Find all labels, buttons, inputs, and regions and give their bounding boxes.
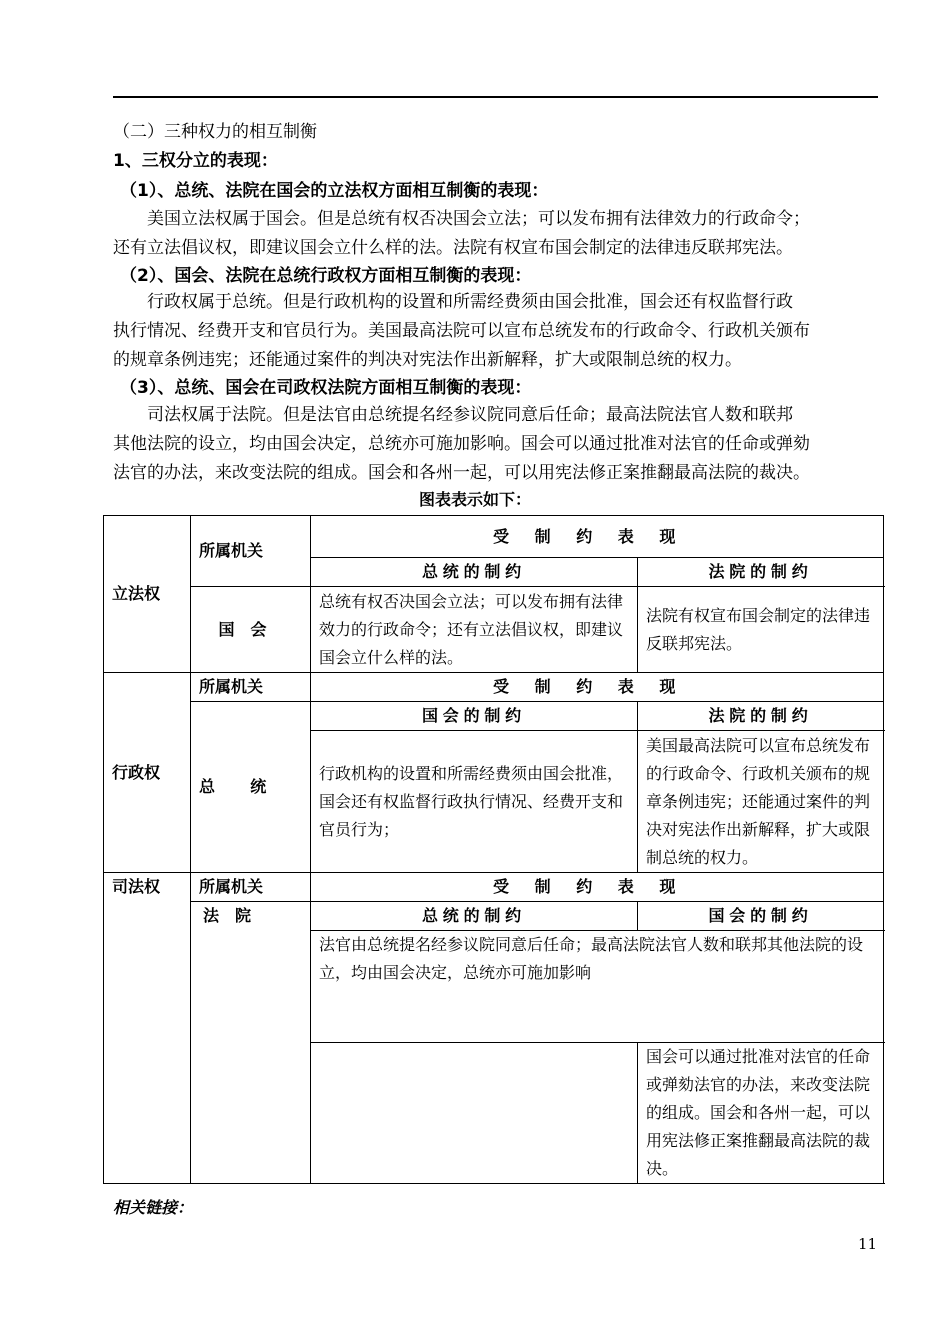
judicial-empty-cell [311,1043,638,1184]
part-2-body [113,288,881,375]
table-caption: 图表表示如下： [418,490,531,509]
org-header: 所属机关 [191,873,311,902]
part-1-heading: （1）、总统、法院在国会的立法权方面相互制衡的表现： [120,181,549,201]
org-header: 所属机关 [191,516,311,587]
related-links: 相关链接： [113,1198,194,1217]
org-court: 法院 [191,902,311,1184]
col-b-header: 国会的制约 [638,902,884,931]
org-congress: 国会 [191,587,311,673]
org-president: 总统 [191,702,311,873]
legislative-text-b: 法院有权宣布国会制定的法律违反联邦宪法。 [638,587,884,673]
col-a-header: 总统的制约 [311,558,638,587]
col-b-header: 法院的制约 [638,702,884,731]
effect-header: 受制约表现 [311,673,884,702]
table-row [104,702,884,731]
judicial-text-a: 法官由总统提名经参议院同意后任命；最高法院法官人数和联邦其他法院的设立，均由国会决定，总统亦可施加影响 [311,931,884,1043]
effect-header: 受制约表现 [311,516,884,558]
part-3-body [113,401,881,488]
part-3-line: 司法权属于法院。但是法官由总统提名经参议院同意后任命；最高法院法官人数和联邦 [147,405,793,425]
section-title: （二）三种权力的相互制衡 [113,122,317,142]
power-legislative: 立法权 [104,516,191,673]
col-a-header: 总统的制约 [311,902,638,931]
effect-header: 受制约表现 [311,873,884,902]
header-rule [113,96,878,98]
legislative-text-a: 总统有权否决国会立法；可以发布拥有法律效力的行政命令；还有立法倡议权，即建议国会立什么样的法。 [311,587,638,673]
part-2-line: 执行情况、经费开支和官员行为。美国最高法院可以宣布总统发布的行政命令、行政机关颁布 [113,321,810,341]
table-row [104,873,884,902]
page-number: 11 [858,1235,878,1253]
part-2-line: 行政权属于总统。但是行政机构的设置和所需经费须由国会批准，国会还有权监督行政 [147,292,793,312]
table-row [104,516,884,558]
part-3-heading: （3）、总统、国会在司政权法院方面相互制衡的表现： [120,378,532,398]
table-row [104,587,884,673]
table-row [104,902,884,931]
org-header: 所属机关 [191,673,311,702]
part-2-line: 的规章条例违宪；还能通过案件的判决对宪法作出新解释，扩大或限制总统的权力。 [113,350,742,370]
part-1-body [113,205,881,263]
part-2-heading: （2）、国会、法院在总统行政权方面相互制衡的表现： [120,266,532,286]
part-3-line: 其他法院的设立，均由国会决定，总统亦可施加影响。国会可以通过批准对法官的任命或弹劾 [113,434,810,454]
col-b-header: 法院的制约 [638,558,884,587]
part-1-line: 美国立法权属于国会。但是总统有权否决国会立法；可以发布拥有法律效力的行政命令； [147,209,810,229]
executive-text-b: 美国最高法院可以宣布总统发布的行政命令、行政机关颁布的规章条例违宪；还能通过案件的判决对宪法作出新解释，扩大或限制总统的权力。 [638,731,884,873]
subsection-title: 1、三权分立的表现： [113,151,278,171]
part-3-line: 法官的办法，来改变法院的组成。国会和各州一起，可以用宪法修正案推翻最高法院的裁决。 [113,463,810,483]
col-a-header: 国会的制约 [311,702,638,731]
executive-text-a: 行政机构的设置和所需经费须由国会批准，国会还有权监督行政执行情况、经费开支和官员行为； [311,731,638,873]
table-row [104,673,884,702]
judicial-text-b: 国会可以通过批准对法官的任命或弹劾法官的办法，来改变法院的组成。国会和各州一起，可以用宪法修正案推翻最高法院的裁决。 [638,1043,884,1184]
power-executive: 行政权 [104,673,191,873]
part-1-line: 还有立法倡议权，即建议国会立什么样的法。法院有权宣布国会制定的法律违反联邦宪法。 [113,238,793,258]
powers-table [103,515,884,1184]
power-judicial: 司法权 [104,873,191,1184]
